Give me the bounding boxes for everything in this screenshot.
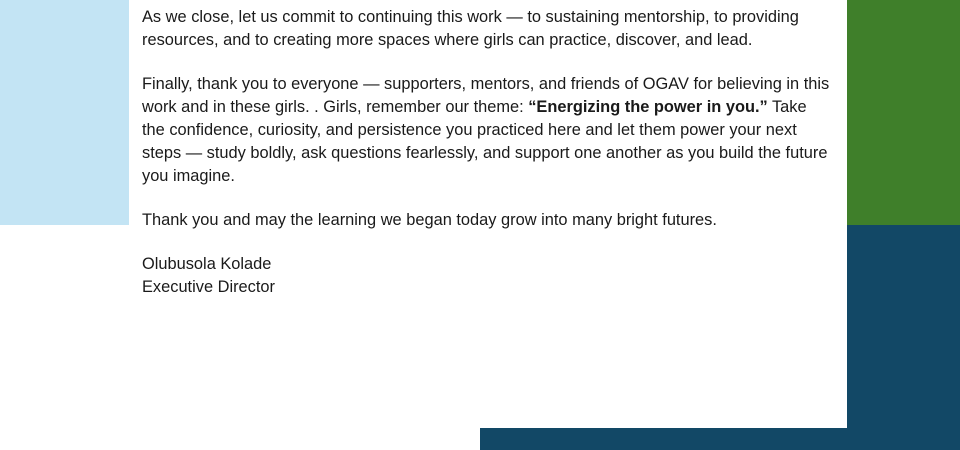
thanks-paragraph [142,73,832,188]
thanks-text-before-theme: Finally, thank you to everyone — supporters, mentors, and friends of OGAV for believing in this work and in these girls. . Girls, remember our theme: [142,75,830,116]
letter-body [142,6,832,299]
signatory-title: Executive Director [142,278,275,296]
decorative-navy-bar-bottom [480,428,960,450]
signature-block [142,253,832,299]
decorative-green-block [847,0,960,225]
decorative-navy-block-right [847,225,960,450]
closing-paragraph: As we close, let us commit to continuing this work — to sustaining mentorship, to providing resources, and to creating more spaces where girls can practice, discover, and lead. [142,8,799,49]
theme-text: “Energizing the power in you.” [528,98,768,116]
signatory-name: Olubusola Kolade [142,255,272,273]
final-paragraph: Thank you and may the learning we began today grow into many bright futures. [142,211,717,229]
letter-page [129,0,847,428]
thanks-text-after-theme: Take the confidence, curiosity, and persistence you practiced here and let them power your next steps — study boldly, ask questions fearlessly, and support one another as you build the future you imagine. [142,98,828,185]
decorative-light-blue-block [0,0,129,225]
